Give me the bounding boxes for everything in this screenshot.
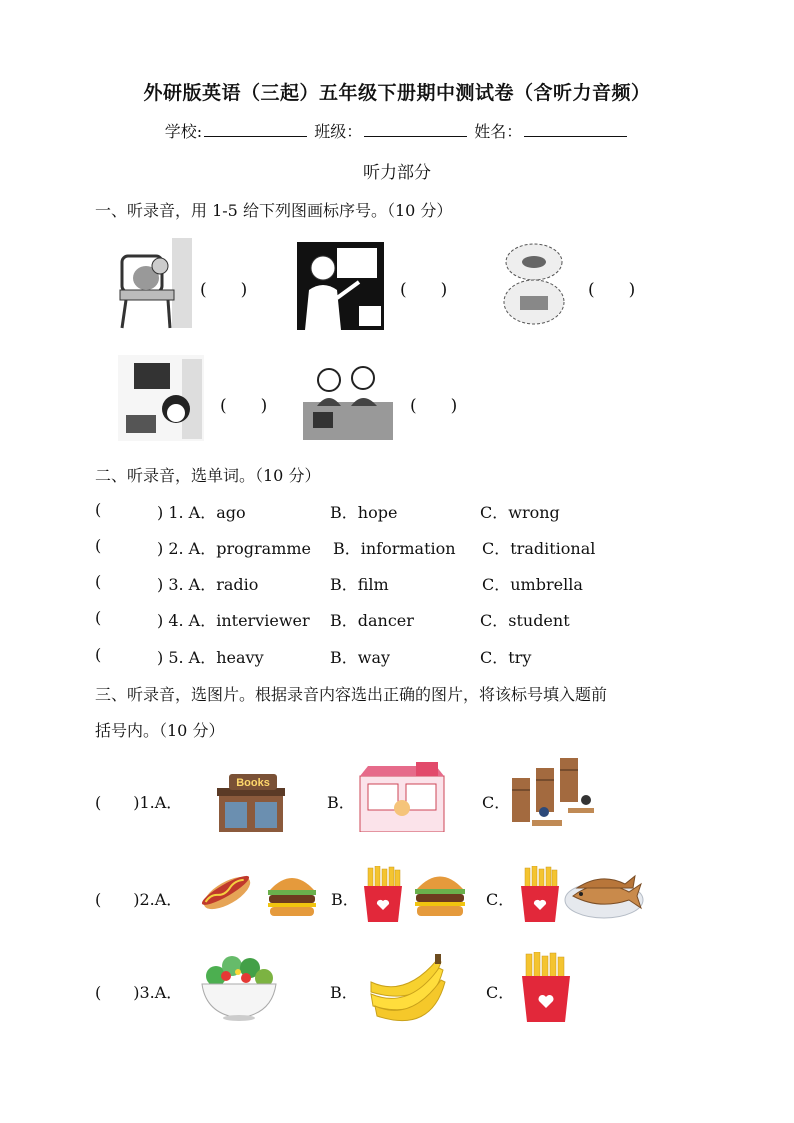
option-a: ) 5. A．heavy [157,648,264,667]
picture-question-1-label: ( )1.A． [95,793,183,812]
salad-icon [198,950,280,1022]
hotdog-icon [198,868,256,918]
option-c: C．wrong [480,503,560,522]
picture-question-2-label: ( )2.A． [95,890,183,909]
option-b: B．hope [330,503,398,522]
fries-icon [517,866,563,922]
section3-heading-line1: 三、听录音，选图片。根据录音内容选出正确的图片，将该标号填入题前 [95,685,608,704]
open-paren[interactable]: ( [95,572,102,591]
hamburger-icon [266,870,318,918]
open-paren[interactable]: ( [95,608,102,627]
answer-paren-2[interactable]: ( ) [400,280,448,300]
cat-chair-picture [112,236,194,330]
fish-plate-icon [563,866,645,920]
answer-paren-5[interactable]: ( ) [410,396,458,416]
books-sign-text: Books [236,777,270,789]
option-a: ) 3. A．radio [157,575,259,594]
option-b: B．film [330,575,389,594]
picture-question-3-c: C． [486,983,515,1002]
answer-paren-4[interactable]: ( ) [220,396,268,416]
listening-subtitle: 听力部分 [363,163,431,183]
option-c: C．traditional [482,539,596,558]
word-question-4 [95,608,745,632]
word-question-5 [95,645,745,669]
option-a: ) 1. A．ago [157,503,246,522]
picture-question-1-b: B． [327,793,355,812]
word-question-3 [95,572,745,596]
option-c: C．student [480,611,570,630]
library-icon [512,756,598,840]
class-label: 班级： [314,122,363,141]
picture-question-3-label: ( )3.A． [95,983,183,1002]
girl-tv-picture [118,355,204,441]
section1-heading: 一、听录音，用 1-5 给下列图画标序号。（10 分） [95,201,453,220]
open-paren[interactable]: ( [95,500,102,519]
section3-heading-line2: 括号内。（10 分） [95,721,225,740]
name-blank[interactable] [524,122,627,137]
word-question-2 [95,536,745,560]
picture-question-2-c: C． [486,890,515,909]
class-blank[interactable] [364,122,467,137]
word-question-1 [95,500,745,524]
picture-question-1-c: C． [482,793,511,812]
option-a: ) 2. A．programme [157,539,312,558]
clothes-shop-icon [356,762,448,832]
option-b: B．information [333,539,456,558]
option-c: C．try [480,648,532,667]
school-blank[interactable] [204,122,307,137]
fries-icon [518,952,574,1022]
kids-desk-picture [303,362,393,440]
name-label: 姓名： [474,122,523,141]
hamburger-icon [413,868,467,918]
answer-paren-1[interactable]: ( ) [200,280,248,300]
teacher-blackboard-picture [297,242,384,330]
page-title: 外研版英语（三起）五年级下册期中测试卷（含听力音频） [143,82,651,104]
student-info-line [0,119,794,142]
banana-icon [365,952,447,1024]
open-paren[interactable]: ( [95,536,102,555]
school-label: 学校: [164,122,203,141]
food-thought-picture [500,240,568,330]
bookstore-icon [215,772,287,832]
option-c: C．umbrella [482,575,583,594]
answer-paren-3[interactable]: ( ) [588,280,636,300]
option-b: B．dancer [330,611,414,630]
fries-icon [360,866,406,922]
section2-heading: 二、听录音，选单词。（10 分） [95,466,321,485]
option-b: B．way [330,648,391,667]
picture-question-2-b: B． [331,890,359,909]
picture-question-3-b: B． [330,983,358,1002]
open-paren[interactable]: ( [95,645,102,664]
option-a: ) 4. A．interviewer [157,611,310,630]
